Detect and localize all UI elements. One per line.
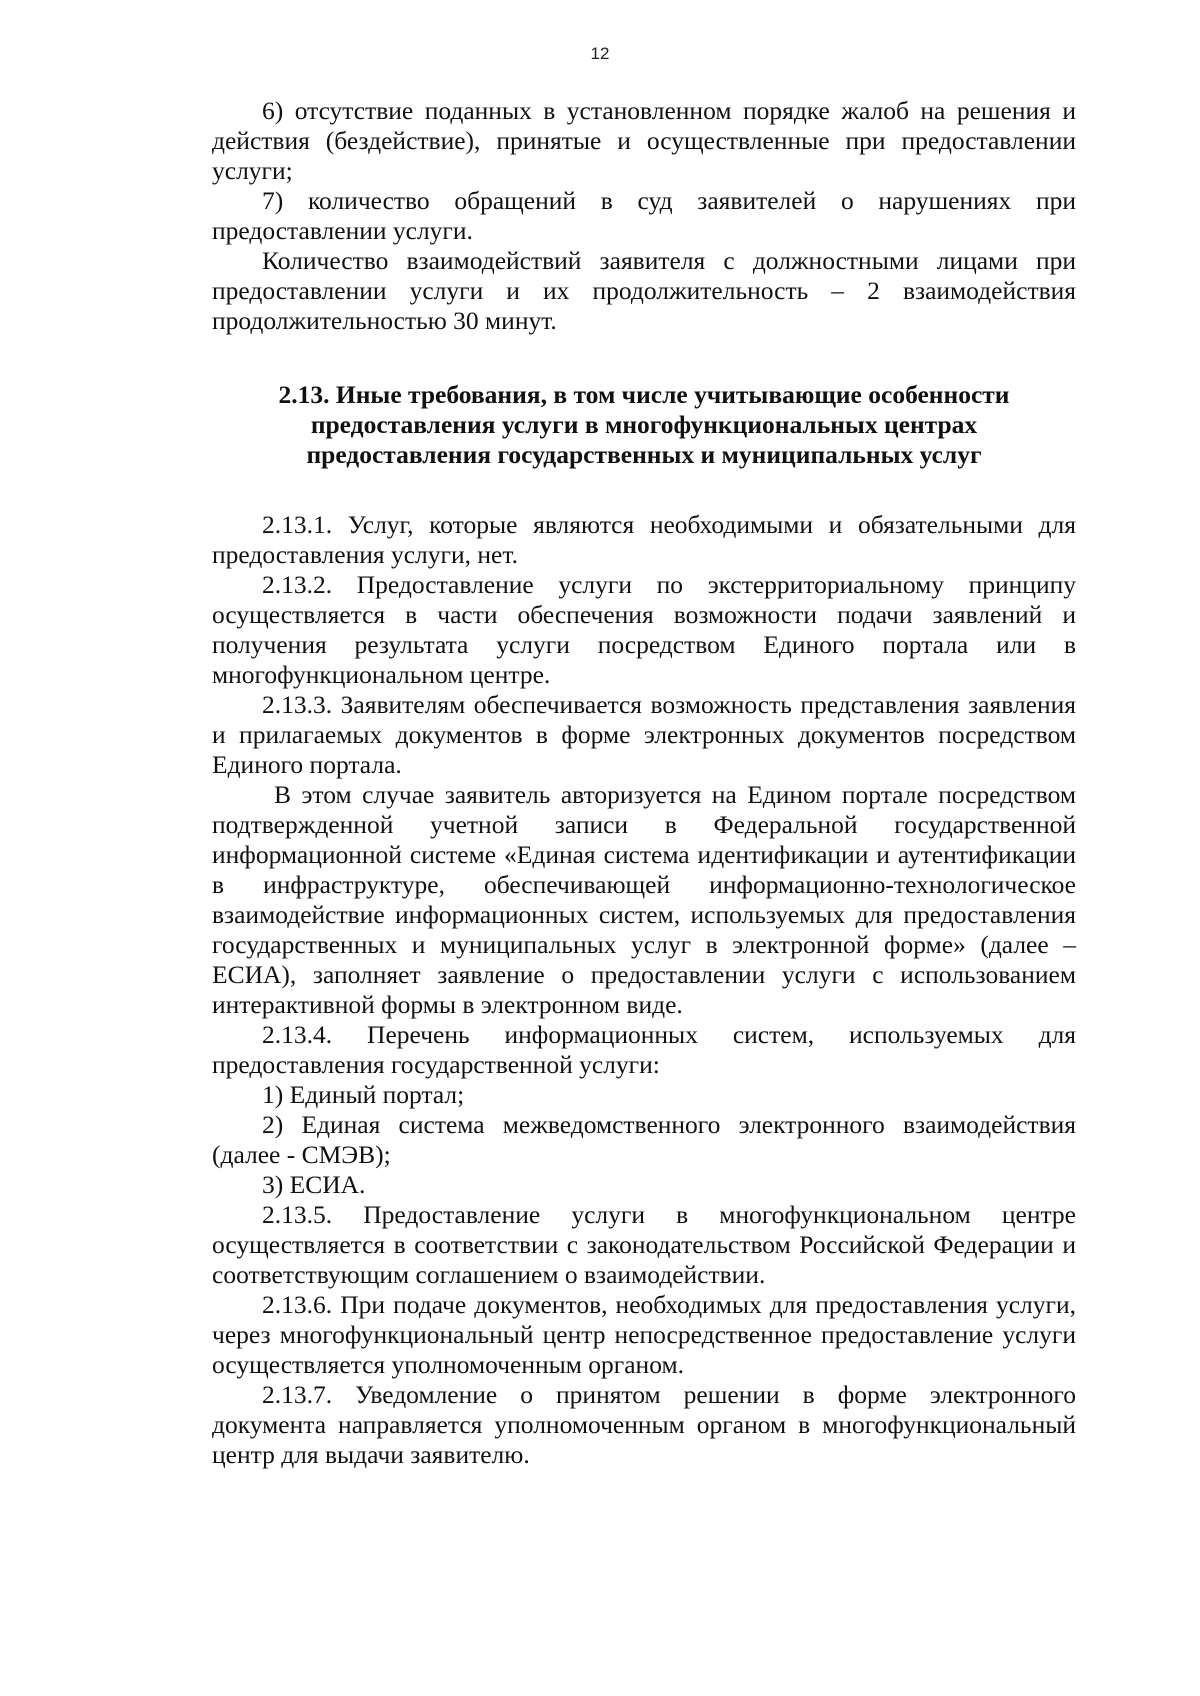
page-number: 12 xyxy=(590,44,610,63)
section-heading-line: предоставления услуги в многофункциональных центрах xyxy=(310,410,978,439)
paragraph-2-13-3: 2.13.3. Заявителям обеспечивается возможность представления заявления и прилагаемых документов в форме электронных документов посредством Единого портала. xyxy=(212,690,1076,779)
list-item-3: 3) ЕСИА. xyxy=(262,1170,366,1199)
paragraph-2-13-4: 2.13.4. Перечень информационных систем, используемых для предоставления государственной услуги: xyxy=(212,1020,1076,1079)
section-heading-line: 2.13. Иные требования, в том числе учитывающие особенности xyxy=(278,380,1010,409)
section-heading xyxy=(212,380,1076,470)
list-item-2: 2) Единая система межведомственного электронного взаимодействия (далее - СМЭВ); xyxy=(212,1110,1076,1169)
document-body xyxy=(212,96,1076,1470)
paragraph-2-13-1: 2.13.1. Услуг, которые являются необходимыми и обязательными для предоставления услуги, нет. xyxy=(212,510,1076,569)
paragraph-item-7: 7) количество обращений в суд заявителей о нарушениях при предоставлении услуги. xyxy=(212,186,1076,245)
paragraph-2-13-6: 2.13.6. При подаче документов, необходимых для предоставления услуги, через многофункциональный центр непосредственное предоставление услуги осуществляется уполномоченным органом. xyxy=(212,1290,1076,1379)
paragraph-interactions: Количество взаимодействий заявителя с должностными лицами при предоставлении услуги и их продолжительность – 2 взаимодействия продолжительностью 30 минут. xyxy=(212,246,1076,335)
paragraph-esia: В этом случае заявитель авторизуется на Едином портале посредством подтвержденной учетной записи в Федеральной государственной информационной системе «Единая система идентификации и аутентификации в инфраструктуре, обеспечивающей информационно-технологическое взаимодействие информационных систем, используемых для предоставления государственных и муниципальных услуг в электронной форме» (далее – ЕСИА), заполняет заявление о предоставлении услуги с использованием интерактивной формы в электронном виде. xyxy=(212,780,1076,1019)
section-heading-line: предоставления государственных и муниципальных услуг xyxy=(306,440,982,469)
paragraph-2-13-5: 2.13.5. Предоставление услуги в многофункциональном центре осуществляется в соответствии с законодательством Российской Федерации и соответствующим соглашением о взаимодействии. xyxy=(212,1200,1076,1289)
paragraph-item-6: 6) отсутствие поданных в установленном порядке жалоб на решения и действия (бездействие), принятые и осуществленные при предоставлении услуги; xyxy=(212,96,1076,185)
paragraph-2-13-2: 2.13.2. Предоставление услуги по экстерриториальному принципу осуществляется в части обеспечения возможности подачи заявлений и получения результата услуги посредством Единого портала или в многофункциональном центре. xyxy=(212,570,1076,689)
paragraph-2-13-7: 2.13.7. Уведомление о принятом решении в форме электронного документа направляется уполномоченным органом в многофункциональный центр для выдачи заявителю. xyxy=(212,1380,1076,1469)
list-item-1: 1) Единый портал; xyxy=(262,1080,465,1109)
